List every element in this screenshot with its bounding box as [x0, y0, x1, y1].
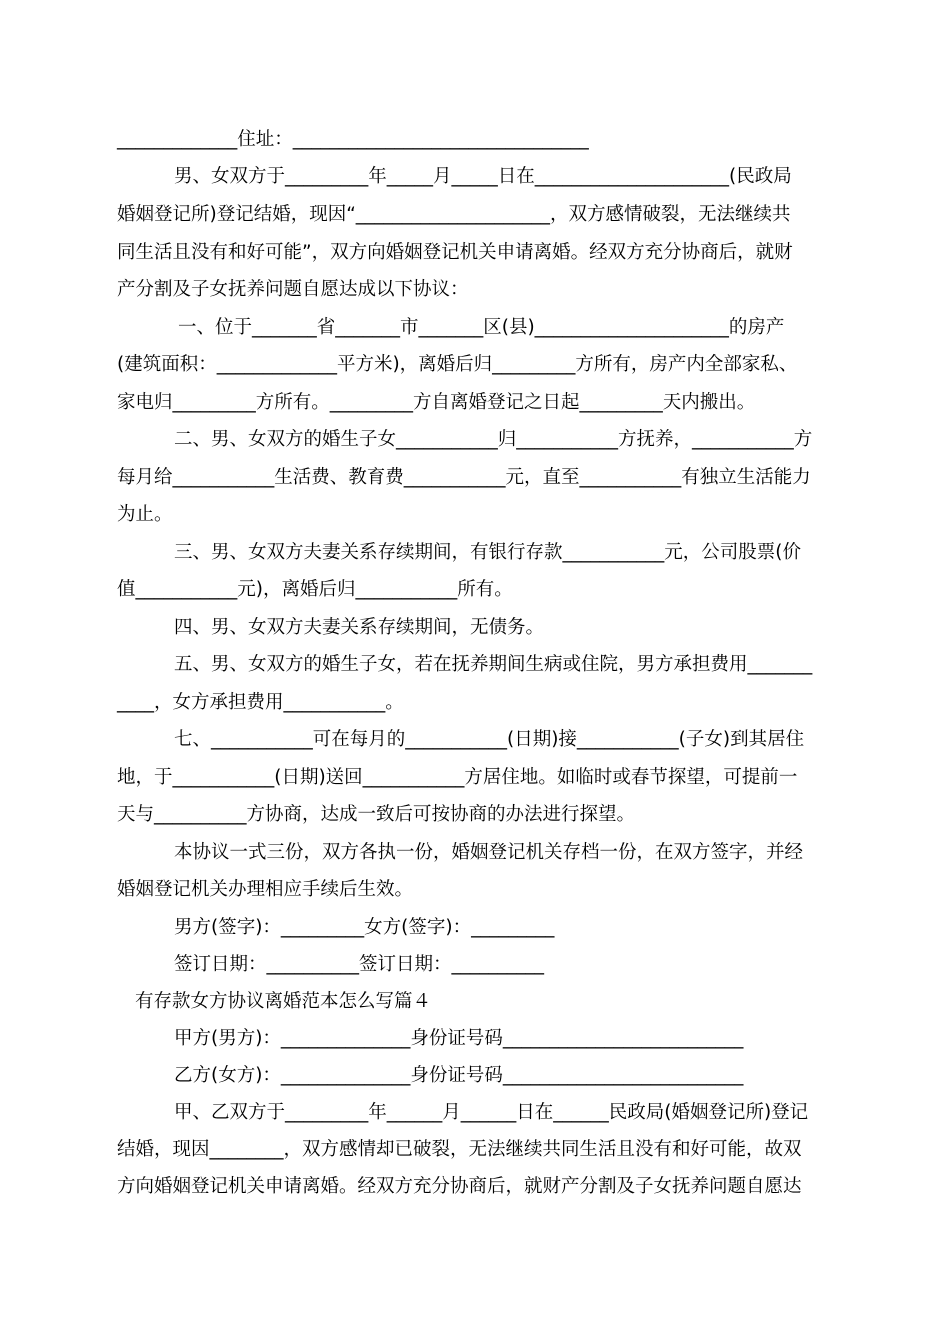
paragraph-line: 甲、乙双方于_________年______月______日在______民政局(婚姻登记所)登记	[174, 1102, 809, 1123]
paragraph-line: 本协议一式三份，双方各执一份，婚姻登记机关存档一份，在双方签字，并经	[174, 842, 804, 863]
party-b-line: 乙方(女方)：______________身份证号码__________________________	[174, 1065, 744, 1086]
section-heading: 有存款女方协议离婚范本怎么写篇４	[135, 991, 432, 1012]
clause-line: ____，女方承担费用___________。	[117, 692, 404, 713]
clause-line: 天与__________方协商，达成一致后可按协商的办法进行探望。	[117, 804, 636, 825]
clause-line: 三、男、女双方夫妻关系存续期间，有银行存款___________元，公司股票(价	[174, 542, 801, 563]
clause-line: 四、男、女双方夫妻关系存续期间，无债务。	[174, 617, 545, 638]
paragraph-line: 同生活且没有和好可能”，双方向婚姻登记机关申请离婚。经双方充分协商后，就财	[117, 242, 793, 263]
clause-line: 五、男、女双方的婚生子女，若在抚养期间生病或住院，男方承担费用_______	[174, 654, 813, 675]
clause-line: 为止。	[117, 504, 173, 525]
clause-line: 每月给___________生活费、教育费___________元，直至___________有独立生活能力	[117, 467, 811, 488]
address-line: _____________住址：________________________________	[117, 129, 589, 150]
clause-line: 七、___________可在每月的___________(日期)接___________(子女)到其居住	[174, 729, 805, 750]
paragraph-line: 方向婚姻登记机关申请离婚。经双方充分协商后，就财产分割及子女抚养问题自愿达	[117, 1176, 802, 1197]
paragraph-line: 婚姻登记机关办理相应手续后生效。	[117, 879, 414, 900]
clause-line: 值___________元)，离婚后归___________所有。	[117, 579, 513, 600]
paragraph-line: 产分割及子女抚养问题自愿达成以下协议：	[117, 279, 469, 300]
clause-line: (建筑面积：_____________平方米)，离婚后归_________方所有，房产内全部家私、	[117, 354, 798, 375]
clause-line: 二、男、女双方的婚生子女___________归___________方抚养，___________方	[174, 429, 813, 450]
signature-line: 男方(签字)：_________女方(签字)：_________	[174, 917, 555, 938]
signing-date-line: 签订日期：__________签订日期：__________	[174, 954, 545, 975]
paragraph-line: 男、女双方于_________年_____月_____日在_____________________(民政局	[174, 166, 792, 187]
paragraph-line: 结婚，现因________，双方感情却已破裂，无法继续共同生活且没有和好可能，故双	[117, 1139, 802, 1160]
clause-line: 地，于___________(日期)送回___________方居住地。如临时或春节探望，可提前一	[117, 767, 798, 788]
clause-line: 家电归_________方所有。_________方自离婚登记之日起_________天内搬出。	[117, 392, 756, 413]
party-a-line: 甲方(男方)：______________身份证号码__________________________	[174, 1028, 744, 1049]
clause-line: 一、位于_______省_______市_______区(县)_____________________的房产	[178, 317, 785, 338]
paragraph-line: 婚姻登记所)登记结婚，现因“_____________________，双方感情破裂，无法继续共	[117, 204, 791, 225]
